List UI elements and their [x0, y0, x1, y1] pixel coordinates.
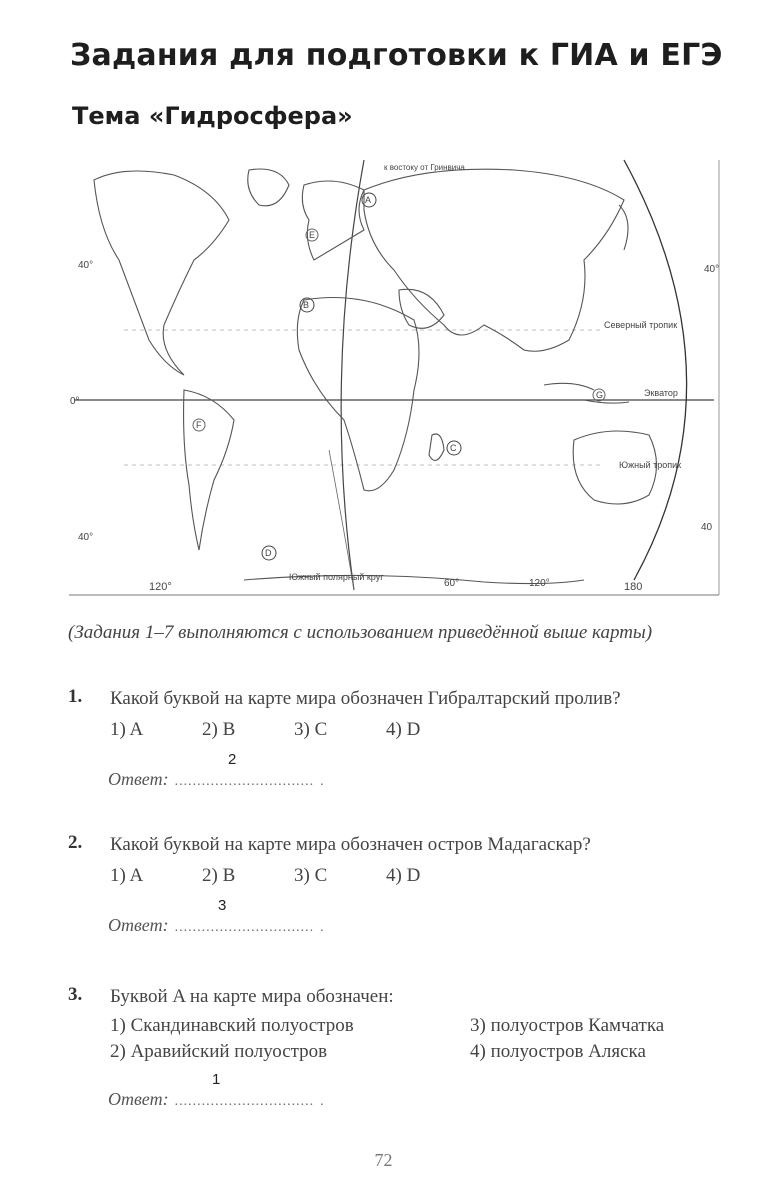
- question-text: Буквой A на карте мира обозначен:: [110, 986, 394, 1007]
- marker-d: D: [265, 548, 272, 558]
- answer-field[interactable]: ...............................: [174, 1094, 315, 1109]
- handwritten-answer: 3: [218, 897, 227, 914]
- label-south-polar: Южный полярный круг: [289, 572, 384, 582]
- label-lon-120e: 120°: [529, 578, 550, 589]
- option-2[interactable]: 2) B: [202, 719, 236, 740]
- label-lat-0: 0°: [70, 396, 80, 407]
- answer-options: [110, 865, 728, 887]
- question-3: [68, 984, 728, 1115]
- answer-label: Ответ:: [108, 1089, 169, 1109]
- option-3[interactable]: 3) C: [294, 865, 328, 886]
- question-number: 2.: [68, 832, 83, 853]
- option-4[interactable]: 4) полуостров Аляска: [470, 1041, 646, 1062]
- label-lat-40s-right: 40: [701, 522, 713, 533]
- marker-b: B: [303, 300, 310, 310]
- option-2[interactable]: 2) Аравийский полуостров: [110, 1041, 328, 1062]
- option-1[interactable]: 1) A: [110, 719, 144, 740]
- answer-field-end: .: [320, 774, 325, 789]
- answer-field[interactable]: ...............................: [174, 920, 315, 935]
- label-north-tropic: Северный тропик: [604, 320, 678, 330]
- topic-subtitle: Тема «Гидросфера»: [72, 102, 353, 130]
- continent-outlines: [94, 169, 657, 584]
- answer-row: [108, 897, 728, 941]
- option-4[interactable]: 4) D: [386, 865, 421, 886]
- world-map: [64, 150, 724, 600]
- option-4[interactable]: 4) D: [386, 719, 421, 740]
- answer-field-end: .: [320, 1094, 325, 1109]
- marker-c: C: [450, 443, 457, 453]
- answer-options: [110, 719, 728, 741]
- label-lat-40s-left: 40°: [78, 532, 94, 543]
- answer-options: [110, 1015, 728, 1063]
- answer-row: [108, 1071, 728, 1115]
- question-text: Какой буквой на карте мира обозначен Гибралтарский пролив?: [110, 688, 621, 709]
- label-lat-40n-left: 40°: [78, 260, 94, 271]
- label-south-tropic: Южный тропик: [619, 460, 682, 470]
- option-3[interactable]: 3) полуостров Камчатка: [470, 1015, 665, 1036]
- marker-f: F: [196, 420, 202, 430]
- answer-field[interactable]: ...............................: [174, 774, 315, 789]
- label-lon-60e: 60°: [444, 578, 460, 589]
- meridian-0: [341, 160, 364, 590]
- marker-a: A: [365, 195, 372, 205]
- option-1[interactable]: 1) A: [110, 865, 144, 886]
- world-map-svg: [64, 150, 724, 600]
- handwritten-answer: 1: [212, 1071, 221, 1088]
- question-text: Какой буквой на карте мира обозначен остров Мадагаскар?: [110, 834, 591, 855]
- instruction-text: (Задания 1–7 выполняются с использованием приведённой выше карты): [68, 622, 653, 643]
- meridian-180: [624, 160, 687, 580]
- option-1[interactable]: 1) Скандинавский полуостров: [110, 1015, 354, 1036]
- question-number: 1.: [68, 686, 83, 707]
- answer-row: [108, 751, 728, 795]
- answer-label: Ответ:: [108, 915, 169, 935]
- question-2: [68, 832, 728, 941]
- label-top: к востоку от Гринвича: [384, 163, 465, 172]
- label-lon-120w: 120°: [149, 581, 172, 593]
- page-number: 72: [374, 1150, 393, 1170]
- question-1: [68, 686, 728, 795]
- answer-field-end: .: [320, 920, 325, 935]
- marker-e: E: [309, 230, 316, 240]
- map-markers: [193, 193, 605, 560]
- marker-g: G: [596, 390, 604, 400]
- label-lat-40n-right: 40°: [704, 264, 720, 275]
- page-title: Задания для подготовки к ГИА и ЕГЭ: [70, 38, 723, 73]
- option-3[interactable]: 3) C: [294, 719, 328, 740]
- label-equator: Экватор: [644, 388, 678, 398]
- label-lon-180: 180: [624, 581, 643, 593]
- answer-label: Ответ:: [108, 769, 169, 789]
- option-2[interactable]: 2) B: [202, 865, 236, 886]
- question-number: 3.: [68, 984, 83, 1005]
- handwritten-answer: 2: [228, 751, 237, 768]
